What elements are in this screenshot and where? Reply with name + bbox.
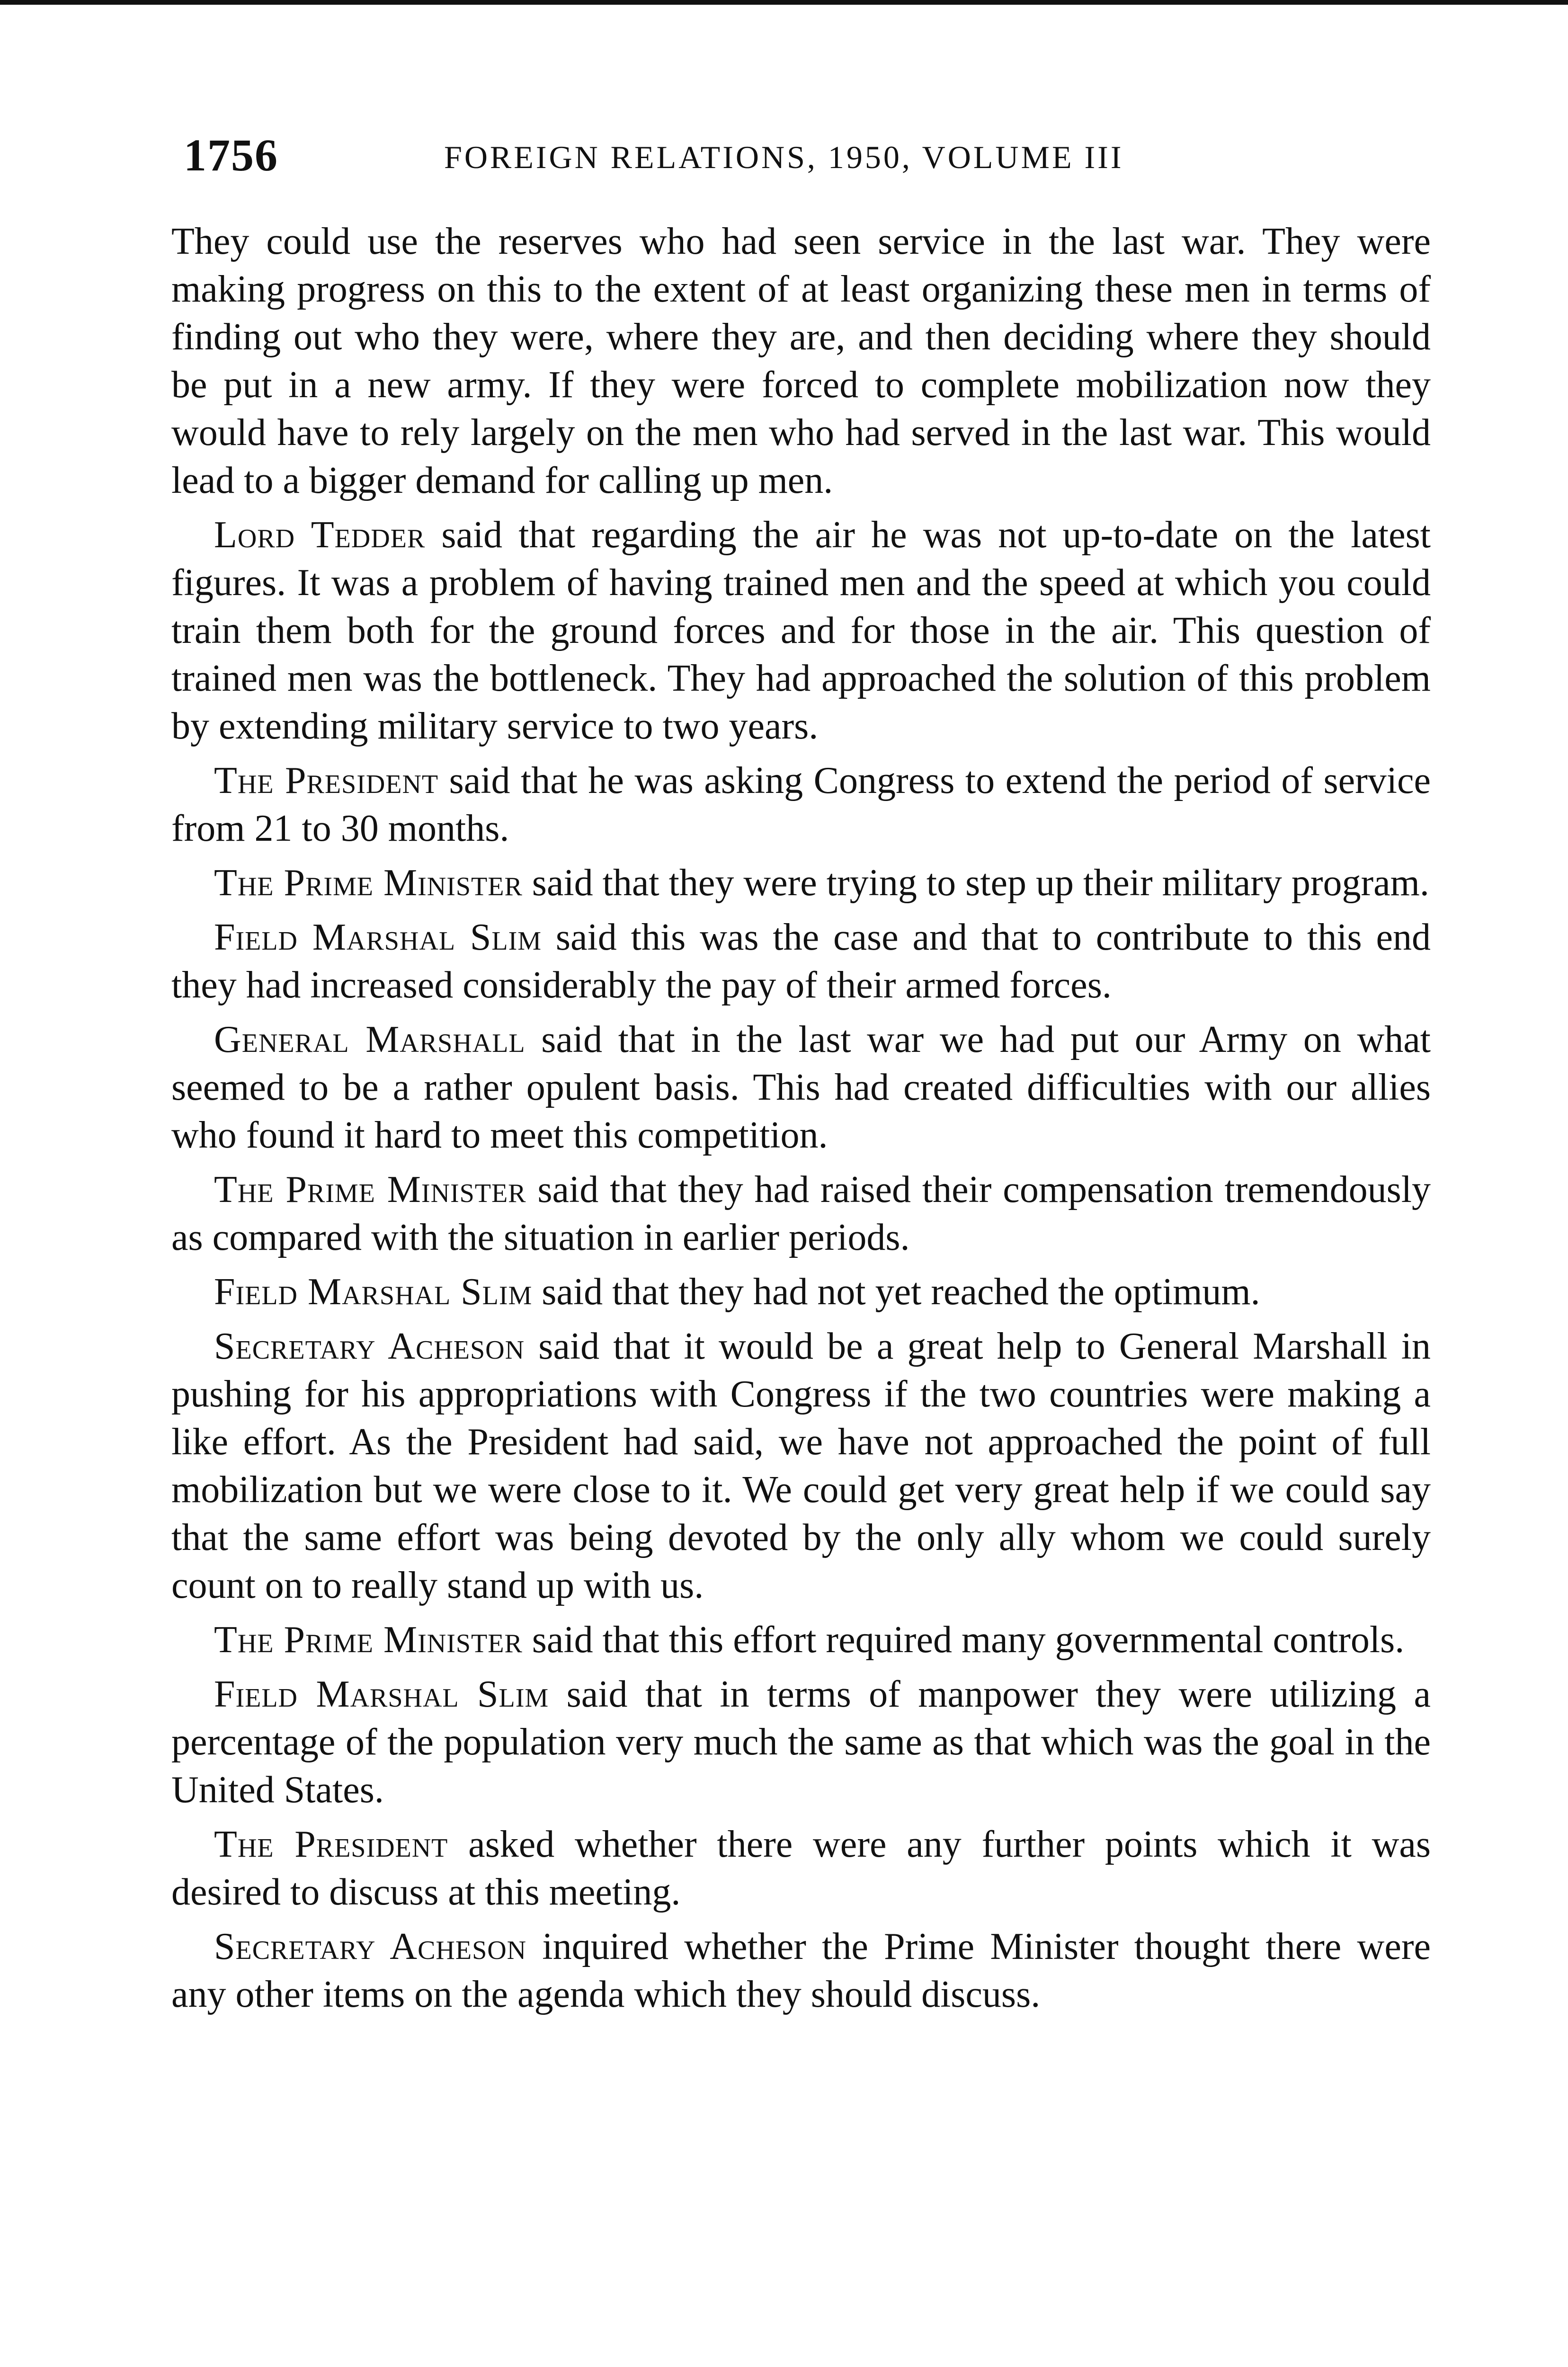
paragraph-text: They could use the reserves who had seen service in the last war. They were making progress on this to the extent of at least organizing these men in terms of finding out who they were, where they are, and then deciding where they should be put in a new army. If they were forced to complete mobilization now they would have to rely largely on the men who had served in the last war. This would lead to a bigger demand for calling up men. bbox=[171, 221, 1431, 501]
paragraph bbox=[171, 1323, 1431, 1610]
top-border-rule bbox=[0, 0, 1568, 5]
paragraph bbox=[171, 757, 1431, 853]
paragraph-text: said that they had not yet reached the optimum. bbox=[532, 1271, 1260, 1313]
paragraph bbox=[171, 914, 1431, 1009]
speaker-name: Field Marshal Slim bbox=[214, 1271, 533, 1313]
paragraph bbox=[171, 1166, 1431, 1262]
paragraph-text: said that in terms of manpower they were utilizing a percentage of the population very much the same as that which was the goal in the United States. bbox=[171, 1673, 1431, 1811]
speaker-name: Field Marshal Slim bbox=[214, 917, 542, 958]
paragraph bbox=[171, 218, 1431, 505]
speaker-name: Secretary Acheson bbox=[214, 1326, 525, 1367]
paragraph-text: said that regarding the air he was not up-to-date on the latest figures. It was a problem of having trained men and the speed at which you could train them both for the ground forces and for those in the air. This question of trained men was the bottleneck. They had approached the solution of this problem by extending military service to two years. bbox=[171, 514, 1431, 747]
speaker-name: The Prime Minister bbox=[214, 1619, 523, 1661]
paragraph bbox=[171, 859, 1431, 907]
paragraph bbox=[171, 1016, 1431, 1159]
speaker-name: The President bbox=[214, 760, 439, 801]
paragraph-text: said that he was asking Congress to extend the period of service from 21 to 30 months. bbox=[171, 760, 1431, 849]
speaker-name: General Marshall bbox=[214, 1019, 526, 1060]
speaker-name: The President bbox=[214, 1824, 448, 1865]
paragraph bbox=[171, 1616, 1431, 1664]
paragraph-text: said that they had raised their compensation tremendously as compared with the situation in earlier periods. bbox=[171, 1169, 1431, 1258]
paragraph-text: said that this effort required many governmental controls. bbox=[522, 1619, 1405, 1661]
paragraph bbox=[171, 1268, 1431, 1316]
paragraph bbox=[171, 1671, 1431, 1814]
body-text bbox=[171, 218, 1431, 2025]
paragraph bbox=[171, 1923, 1431, 2019]
speaker-name: The Prime Minister bbox=[214, 1169, 526, 1210]
paragraph-text: said that it would be a great help to General Marshall in pushing for his appropriations with Congress if the two countries were making a like effort. As the President had said, we have not approached the point of full mobilization but we were close to it. We could get very great help if we could say that the same effort was being devoted by the only ally whom we could surely count on to really stand up with us. bbox=[171, 1326, 1431, 1606]
paragraph-text: inquired whether the Prime Minister thought there were any other items on the agenda which they should discuss. bbox=[171, 1926, 1431, 2015]
speaker-name: Secretary Acheson bbox=[214, 1926, 527, 1967]
page-header bbox=[184, 127, 1424, 184]
running-title: FOREIGN RELATIONS, 1950, VOLUME III bbox=[444, 139, 1124, 175]
paragraph-text: asked whether there were any further points which it was desired to discuss at this meeting. bbox=[171, 1824, 1431, 1913]
speaker-name: Field Marshal Slim bbox=[214, 1673, 549, 1715]
page-number: 1756 bbox=[184, 130, 278, 180]
paragraph-text: said this was the case and that to contribute to this end they had increased considerably the pay of their armed forces. bbox=[171, 917, 1431, 1006]
speaker-name: The Prime Minister bbox=[214, 862, 523, 904]
paragraph-text: said that in the last war we had put our Army on what seemed to be a rather opulent basis. This had created difficulties with our allies who found it hard to meet this competition. bbox=[171, 1019, 1431, 1156]
speaker-name: Lord Tedder bbox=[214, 514, 426, 556]
paragraph-text: said that they were trying to step up their military program. bbox=[522, 862, 1429, 904]
paragraph bbox=[171, 1821, 1431, 1916]
paragraph bbox=[171, 511, 1431, 750]
